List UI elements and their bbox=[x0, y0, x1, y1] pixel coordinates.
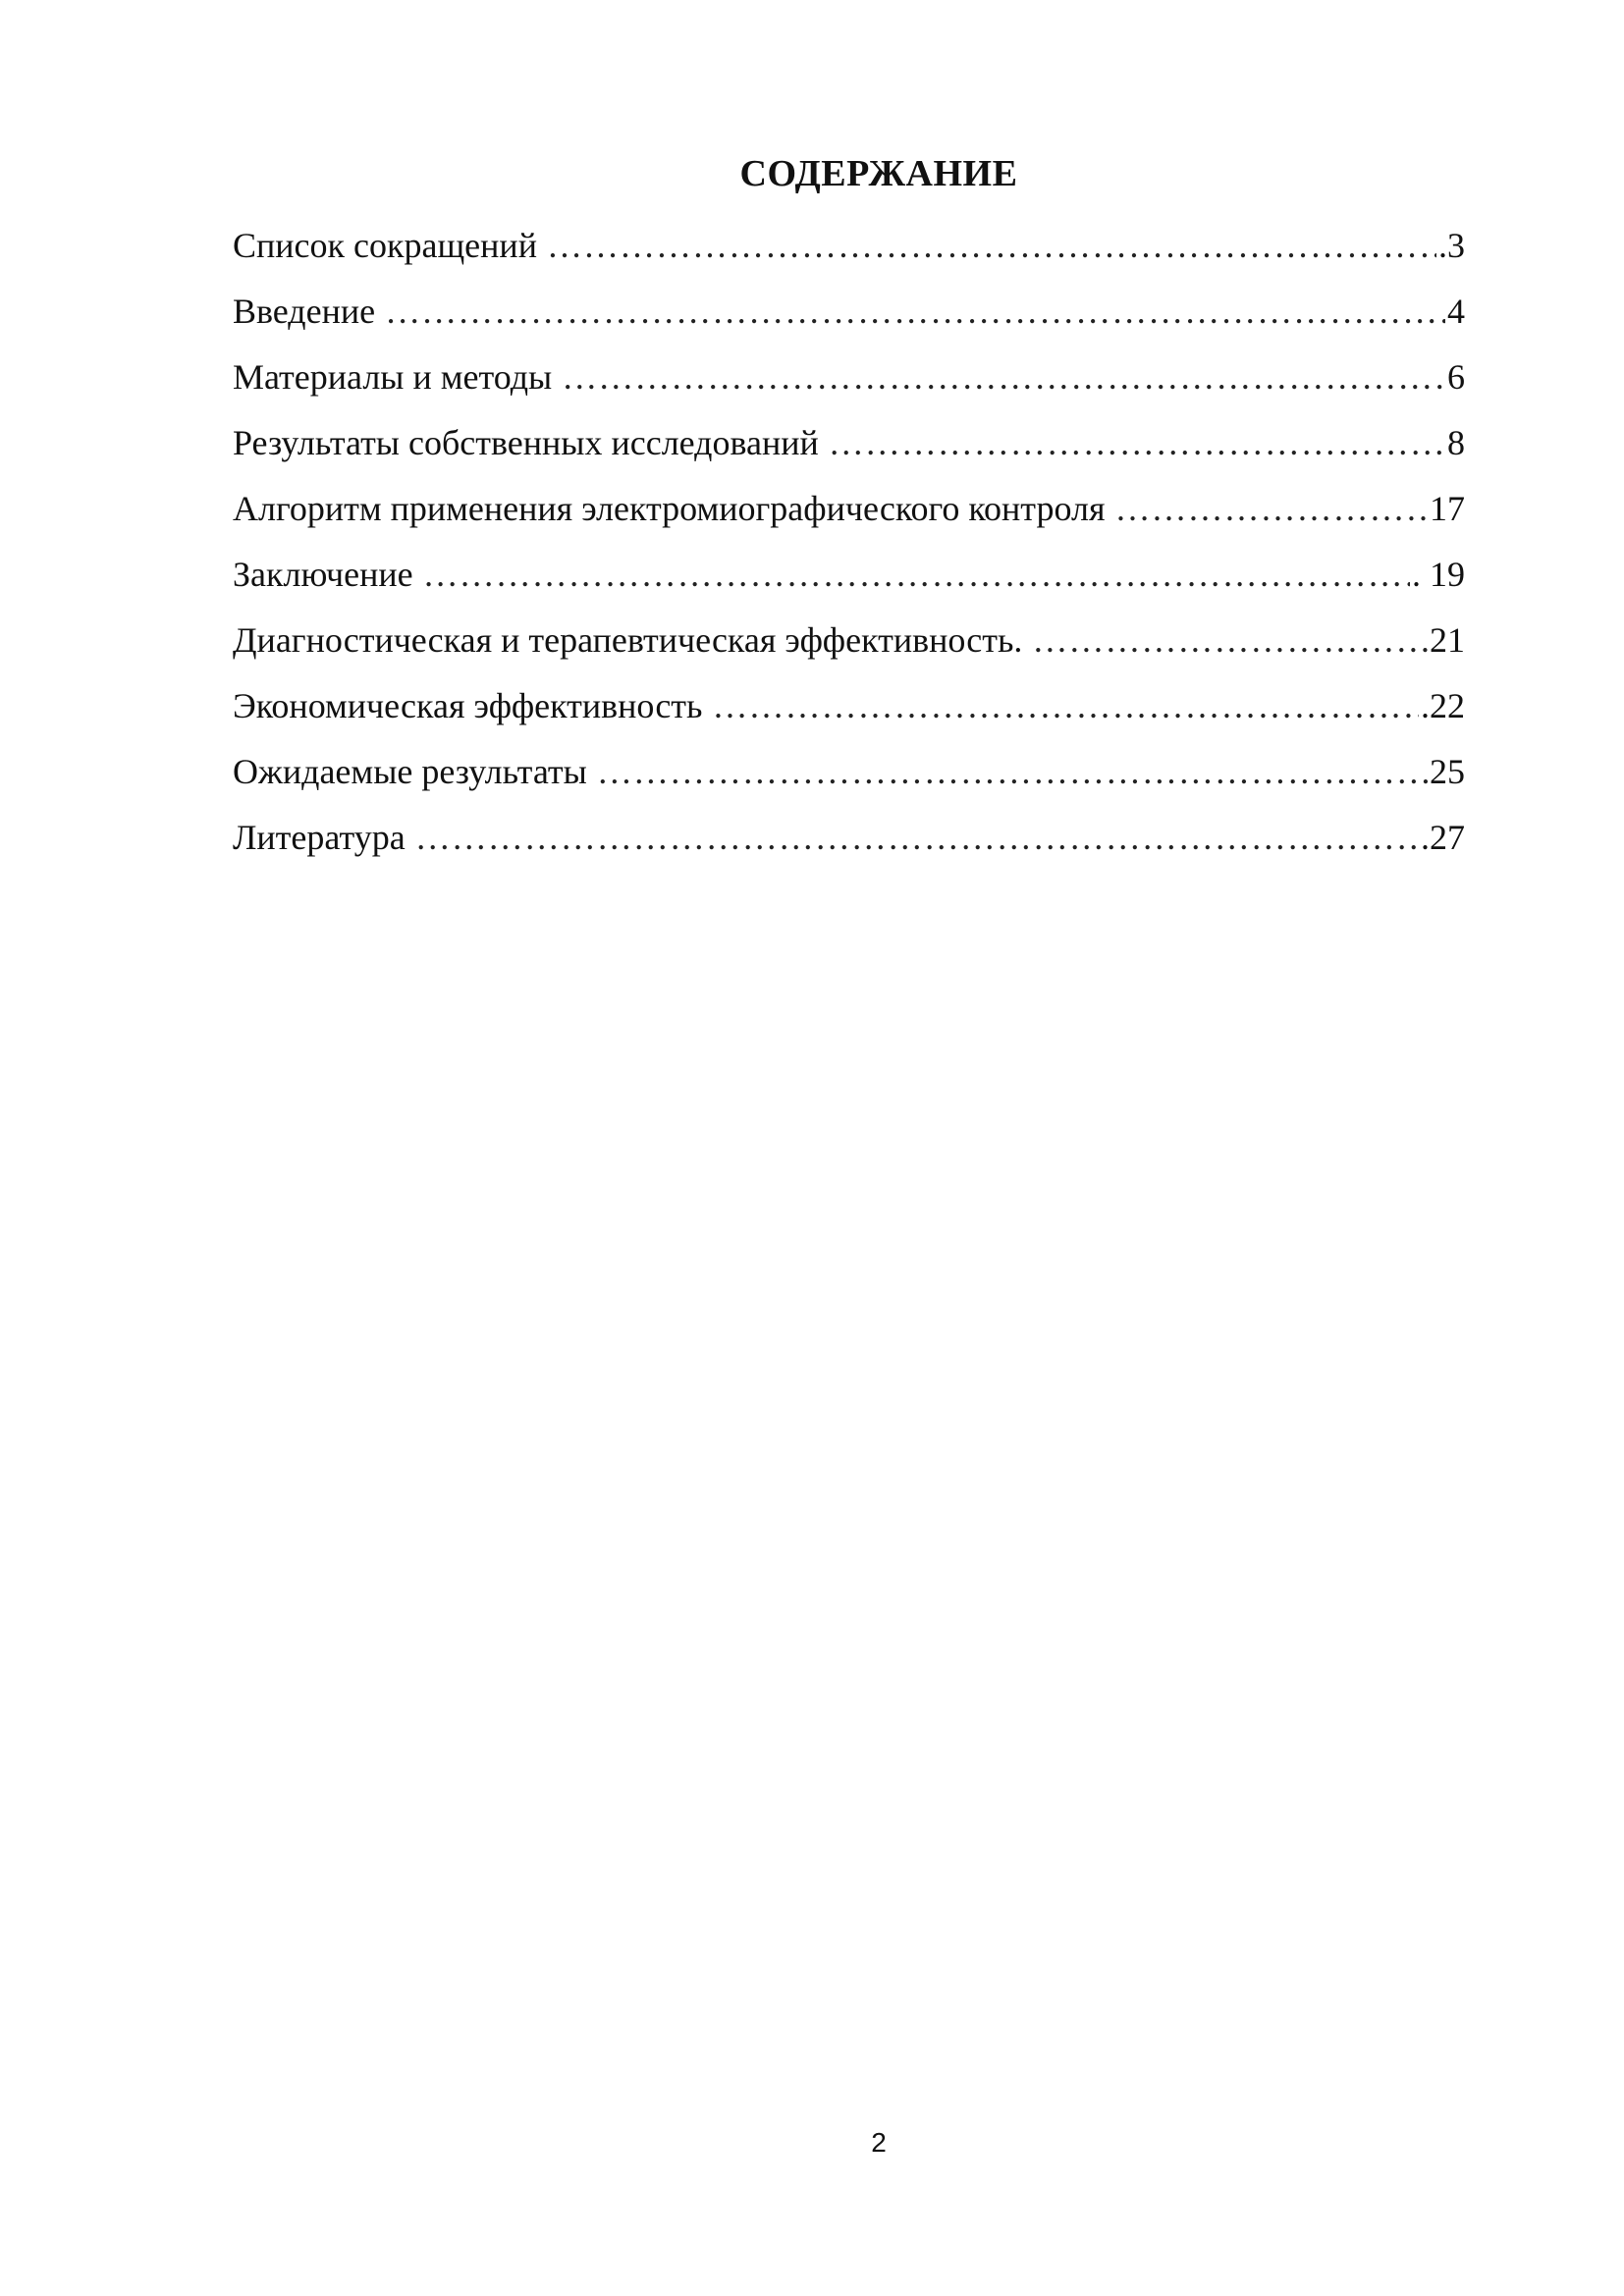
toc-dot-leader bbox=[712, 678, 1419, 733]
toc-dot-leader bbox=[562, 349, 1445, 404]
toc-entry-label: Ожидаемые результаты bbox=[233, 752, 587, 791]
toc-entry-label: Заключение bbox=[233, 555, 413, 594]
toc-entry-page: 8 bbox=[1447, 423, 1465, 462]
toc-entry bbox=[233, 481, 1465, 547]
toc-entry-page: .3 bbox=[1438, 226, 1465, 265]
toc-entry-page: 21 bbox=[1430, 620, 1465, 660]
toc-title: СОДЕРЖАНИЕ bbox=[739, 153, 1018, 194]
toc-entry-page: .27 bbox=[1421, 818, 1465, 857]
page-number: 2 bbox=[871, 2127, 887, 2158]
toc-dot-leader bbox=[423, 547, 1410, 602]
toc-dot-leader bbox=[1032, 613, 1428, 667]
toc-dot-leader bbox=[597, 744, 1428, 799]
toc-entry-label: Введение bbox=[233, 292, 376, 331]
toc-entry bbox=[233, 744, 1465, 810]
toc-entry-label: Алгоритм применения электромиографического контроля bbox=[233, 489, 1106, 528]
toc-entry-page: . 19 bbox=[1412, 555, 1465, 594]
toc-entry-label: Диагностическая и терапевтическая эффективность. bbox=[233, 620, 1023, 660]
toc-entry bbox=[233, 547, 1465, 613]
toc-entry-page: 4 bbox=[1447, 292, 1465, 331]
toc-dot-leader bbox=[547, 218, 1436, 273]
toc-entry-label: Список сокращений bbox=[233, 226, 537, 265]
toc-entry-label: Материалы и методы bbox=[233, 357, 553, 397]
toc-dot-leader bbox=[829, 415, 1445, 470]
toc-entry bbox=[233, 349, 1465, 415]
toc-entry-page: 25 bbox=[1430, 752, 1465, 791]
toc-dot-leader bbox=[385, 284, 1445, 339]
toc-entry bbox=[233, 218, 1465, 284]
toc-entry bbox=[233, 284, 1465, 349]
toc-dot-leader bbox=[415, 810, 1419, 865]
toc-entry bbox=[233, 613, 1465, 678]
toc-entry-label: Экономическая эффективность bbox=[233, 686, 703, 725]
toc-entry-label: Литература bbox=[233, 818, 406, 857]
toc-entry-page: .22 bbox=[1421, 686, 1465, 725]
toc-entry-page: 17 bbox=[1430, 489, 1465, 528]
toc-entry-label: Результаты собственных исследований bbox=[233, 423, 819, 462]
toc-dot-leader bbox=[1115, 481, 1428, 536]
toc-entry bbox=[233, 810, 1465, 876]
toc-entry-page: 6 bbox=[1447, 357, 1465, 397]
toc-entry bbox=[233, 415, 1465, 481]
toc-list bbox=[233, 218, 1465, 876]
toc-entry bbox=[233, 678, 1465, 744]
